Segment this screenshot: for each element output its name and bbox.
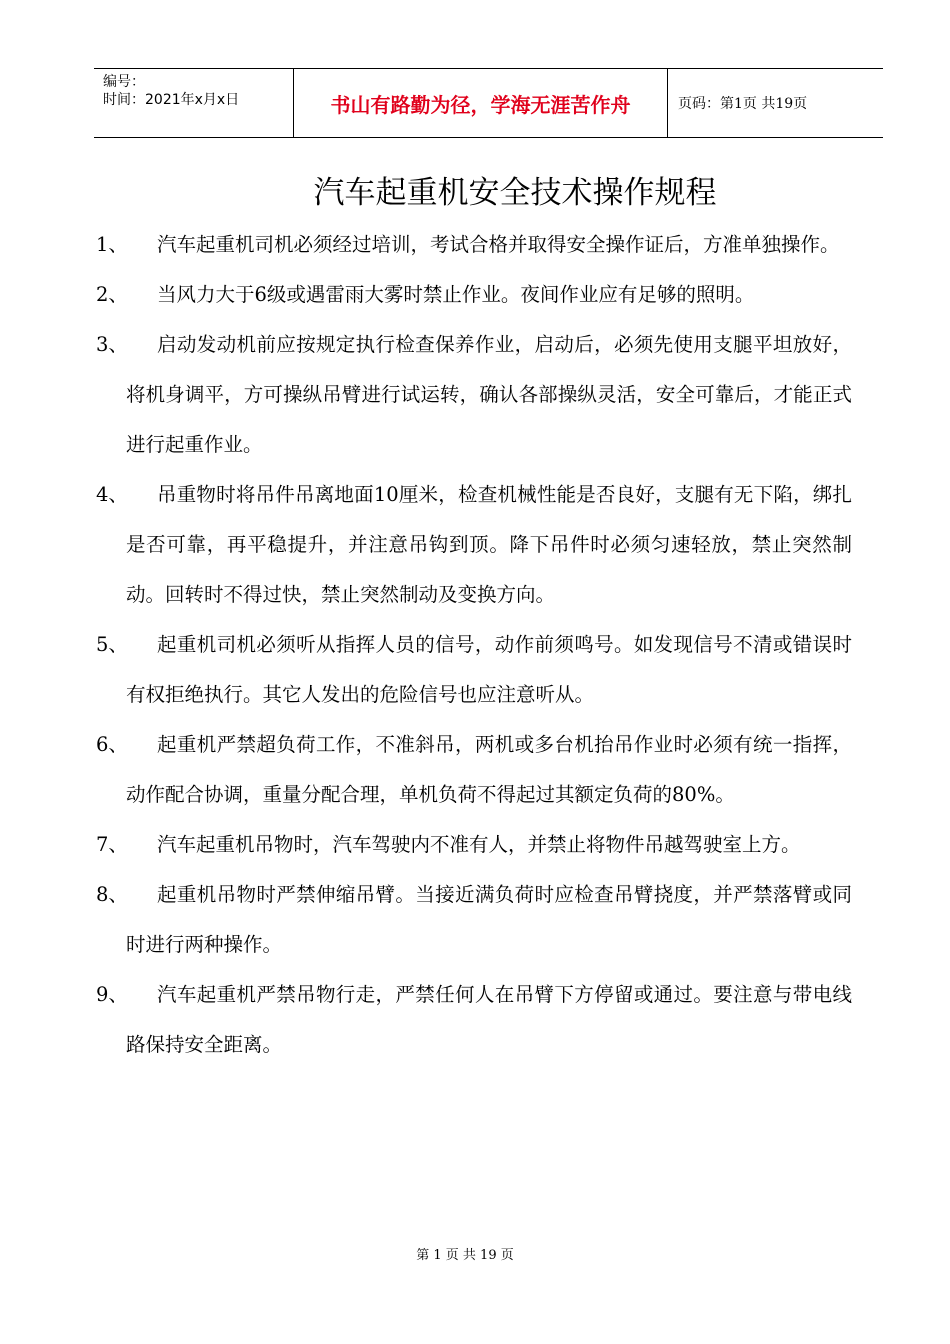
- item-number: 7、: [96, 833, 128, 856]
- header-motto: 书山有路勤为径，学海无涯苦作舟: [294, 69, 668, 137]
- item-text: 汽车起重机吊物时，汽车驾驶内不准有人，并禁止将物件吊越驾驶室上方。: [157, 833, 801, 856]
- item-text: 起重机吊物时严禁伸缩吊臂。当接近满负荷时应检查吊臂挠度，并严禁落臂或同时进行两种操作。: [126, 883, 852, 956]
- header-meta: [94, 69, 294, 137]
- item-text: 吊重物时将吊件吊离地面10厘米，检查机械性能是否良好，支腿有无下陷，绑扎是否可靠，再平稳提升，并注意吊钩到顶。降下吊件时必须匀速轻放，禁止突然制动。回转时不得过快，禁止突然制动及变换方向。: [126, 483, 852, 606]
- item-number: 5、: [96, 633, 128, 656]
- number-label: 编号：: [103, 74, 145, 90]
- list-item: [96, 220, 852, 270]
- item-text: 起重机司机必须听从指挥人员的信号，动作前须鸣号。如发现信号不清或错误时有权拒绝执行。其它人发出的危险信号也应注意听从。: [126, 633, 852, 706]
- list-item: [96, 870, 852, 970]
- item-text: 启动发动机前应按规定执行检查保养作业，启动后，必须先使用支腿平坦放好，将机身调平，方可操纵吊臂进行试运转，确认各部操纵灵活，安全可靠后，才能正式进行起重作业。: [126, 333, 852, 456]
- item-number: 2、: [96, 283, 128, 306]
- item-number: 9、: [96, 983, 128, 1006]
- list-item: [96, 620, 852, 720]
- item-number: 4、: [96, 483, 128, 506]
- list-item: [96, 320, 852, 470]
- item-number: 6、: [96, 733, 128, 756]
- item-text: 汽车起重机严禁吊物行走，严禁任何人在吊臂下方停留或通过。要注意与带电线路保持安全距离。: [126, 983, 852, 1056]
- item-number: 1、: [96, 233, 128, 256]
- page-header: [94, 68, 883, 138]
- header-page-label: 页码：第1页 共19页: [678, 96, 808, 112]
- document-title: 汽车起重机安全技术操作规程: [313, 175, 717, 211]
- item-number: 3、: [96, 333, 128, 356]
- list-item: [96, 720, 852, 820]
- page-footer: 第 1 页 共 19 页: [416, 1248, 514, 1263]
- list-item: [96, 970, 852, 1070]
- item-text: 起重机严禁超负荷工作，不准斜吊，两机或多台机抬吊作业时必须有统一指挥，动作配合协调，重量分配合理，单机负荷不得起过其额定负荷的80%。: [126, 733, 852, 806]
- list-item: [96, 270, 852, 320]
- list-item: [96, 470, 852, 620]
- list-item: [96, 820, 852, 870]
- item-text: 当风力大于6级或遇雷雨大雾时禁止作业。夜间作业应有足够的照明。: [157, 283, 755, 306]
- item-text: 汽车起重机司机必须经过培训，考试合格并取得安全操作证后，方准单独操作。: [157, 233, 840, 256]
- document-body: [96, 220, 852, 1070]
- item-number: 8、: [96, 883, 128, 906]
- time-label: 时间：2021年x月x日: [103, 92, 240, 108]
